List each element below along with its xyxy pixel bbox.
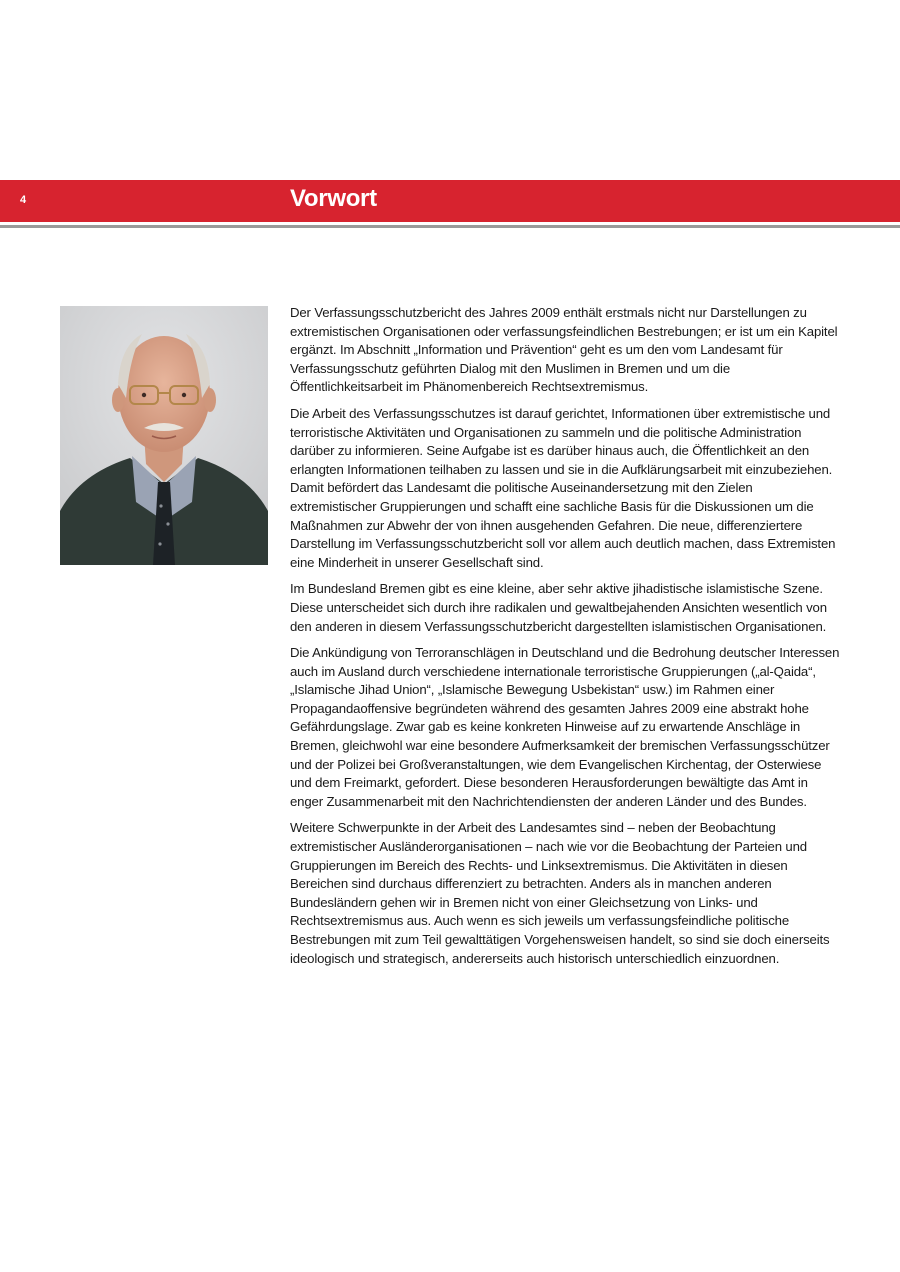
paragraph: Die Ankündigung von Terroranschlägen in Deutschland und die Bedrohung deutscher Interessen auch im Ausland durch verschiedene internationale terroristische Gruppierungen („al-Qaida“, „Islamische Jihad Union“, „Islamische Bewegung Usbekistan“ usw.) im Rahmen einer Propagandaoffensive begründeten während des gesamten Jahres 2009 eine abstrakt hohe Gefährdungslage. Zwar gab es keine konkreten Hinweise auf zu erwartende Anschläge in Bremen, gleichwohl war eine besondere Aufmerksamkeit der bremischen Verfassungsschützer und der Polizei bei Großveranstaltungen, wie dem Evangelischen Kirchentag, der Osterwiese und dem Freimarkt, gefordert. Diese besonderen Herausforderungen bewältigte das Amt in enger Zusammenarbeit mit den Nachrichtendiensten der anderen Länder und des Bundes. (290, 645, 840, 809)
foreword-body (290, 304, 842, 976)
paragraph: Der Verfassungsschutzbericht des Jahres 2009 enthält erstmals nicht nur Darstellungen zu extremistischen Organisationen oder verfassungsfeindlichen Bestrebungen; er ist um ein Kapitel ergänzt. Im Abschnitt „Information und Prävention“ geht es um den vom Landesamt für Verfassungsschutz geführten Dialog mit den Muslimen in Bremen und um die Öffentlichkeitsarbeit im Phänomenbereich Rechtsextremismus. (290, 305, 838, 395)
chapter-header-band (0, 180, 900, 222)
paragraph: Im Bundesland Bremen gibt es eine kleine, aber sehr aktive jihadistische islamistische Szene. Diese unterscheidet sich durch ihre radikalen und gewaltbejahenden Ansichten wesentlich von den anderen in diesem Verfassungsschutzbericht dargestellten islamistischen Organisationen. (290, 581, 827, 634)
portrait-photo (60, 306, 268, 565)
paragraph: Weitere Schwerpunkte in der Arbeit des Landesamtes sind – neben der Beobachtung extremistischer Ausländerorganisationen – nach wie vor die Beobachtung der Parteien und Gruppierungen im Bereich des Rechts- und Linksextremismus. Die Aktivitäten in diesen Bereichen sind durchaus differenziert zu betrachten. Anders als in manchen anderen Bundesländern gehen wir in Bremen nicht von einer Gleichsetzung von Links- und Rechtsextremismus aus. Auch wenn es sich jeweils um verfassungsfeindliche politische Bestrebungen mit zum Teil gewalttätigen Vorgehensweisen handelt, so sind sie doch einerseits ideologisch und strategisch, andererseits auch historisch unterschiedlich einzuordnen. (290, 820, 830, 966)
header-divider (0, 225, 900, 228)
page-number: 4 (20, 194, 27, 206)
page-title: Vorwort (290, 185, 377, 212)
paragraph: Die Arbeit des Verfassungsschutzes ist darauf gerichtet, Informationen über extremistische und terroristische Aktivitäten und Organisationen zu sammeln und die politische Administration darüber zu informieren. Seine Aufgabe ist es darüber hinaus auch, die Öffentlichkeit an den erlangten Informationen teilhaben zu lassen und sie in die Aufklärungsarbeit mit einzubeziehen. Damit befördert das Landesamt die politische Auseinandersetzung mit den Zielen extremistischer Gruppierungen und schafft eine sachliche Basis für die Diskussionen um die Maßnahmen zur Abwehr der von ihnen ausgehenden Gefahren. Die neue, differenziertere Darstellung im Verfassungsschutzbericht soll vor allem auch deutlich machen, dass Extremisten eine Minderheit in unserer Gesellschaft sind. (290, 405, 836, 570)
